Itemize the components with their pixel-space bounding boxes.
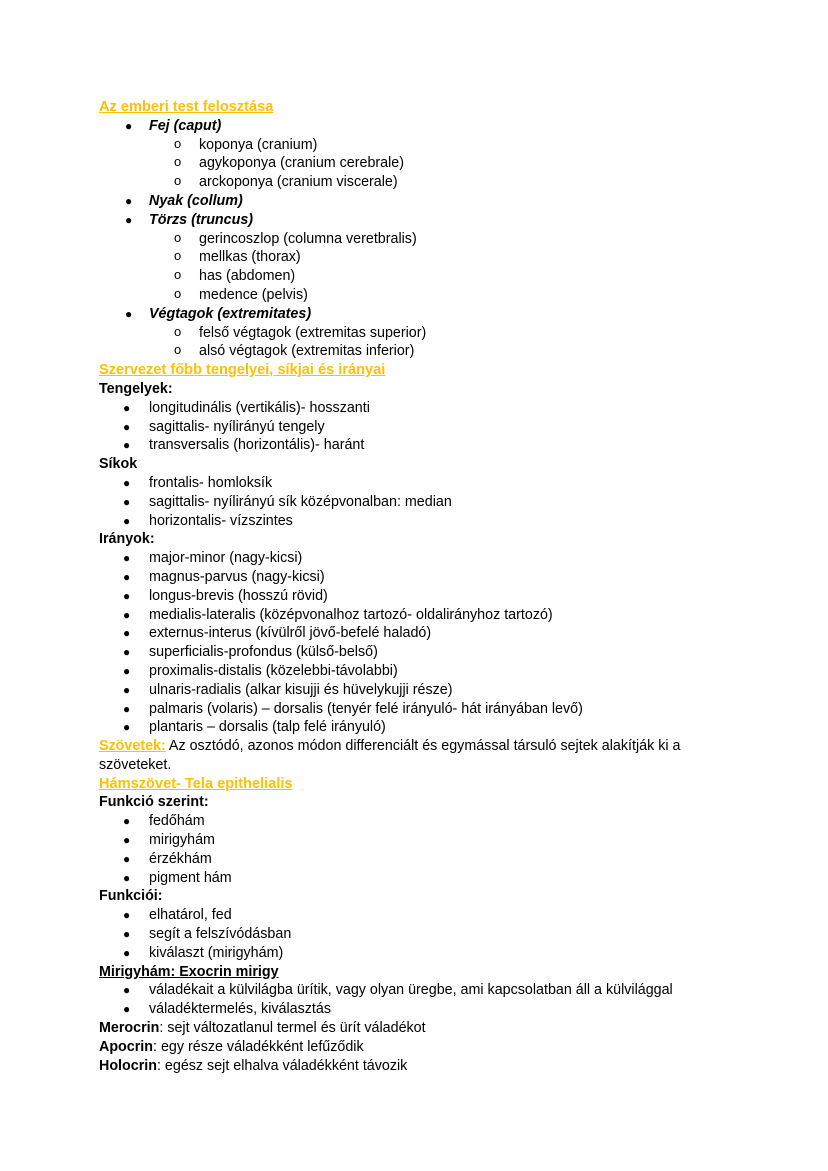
list-item: o arckoponya (cranium viscerale): [174, 173, 398, 191]
list-item: o alsó végtagok (extremitas inferior): [174, 342, 415, 360]
list-item: ● Végtagok (extremitates): [125, 305, 312, 322]
bullet-disc-icon: ●: [123, 400, 131, 415]
bullet-disc-icon: ●: [123, 645, 131, 660]
list-item: ● major-minor (nagy-kicsi): [123, 550, 303, 567]
list-item: ● proximalis-distalis (közelebbi-távolabbi): [123, 662, 398, 679]
bullet-disc-icon: ●: [123, 626, 131, 641]
tissues-paragraph-line1: Szövetek: Az osztódó, azonos módon differenciált és egymással társuló sejtek alakítják ki a: [99, 738, 681, 755]
list-item: o koponya (cranium): [174, 135, 318, 153]
list-item: ● váladékait a külvilágba ürítik, vagy olyan üregbe, ami kapcsolatban áll a külvilággal: [123, 982, 673, 999]
bullet-disc-icon: ●: [123, 438, 131, 453]
bullet-disc-icon: ●: [123, 663, 131, 678]
apocrin-line: Apocrin: egy része váladékként lefűződik: [99, 1038, 364, 1055]
subheading-functions: Funkciói:: [99, 888, 163, 905]
tissues-label: Szövetek:: [99, 738, 166, 755]
bullet-circle-icon: o: [174, 154, 182, 170]
list-item: ● magnus-parvus (nagy-kicsi): [123, 568, 325, 585]
list-item: ● externus-interus (kívülről jövő-befelé haladó): [123, 625, 432, 642]
bullet-disc-icon: ●: [125, 212, 133, 227]
list-item: o has (abdomen): [174, 267, 296, 285]
bullet-disc-icon: ●: [125, 306, 133, 321]
section-title-body-division: Az emberi test felosztása: [99, 99, 274, 115]
list-item: ● sagittalis- nyílirányú sík középvonalban: median: [123, 493, 452, 510]
list-item: o felső végtagok (extremitas superior): [174, 323, 427, 341]
list-item: ● fedőhám: [123, 813, 205, 830]
list-item: ● plantaris – dorsalis (talp felé irányuló): [123, 719, 386, 736]
bullet-circle-icon: o: [174, 173, 182, 189]
list-item: ● frontalis- homloksík: [123, 474, 273, 491]
list-item: ● medialis-lateralis (középvonalhoz tartozó- oldalirányhoz tartozó): [123, 606, 553, 623]
bullet-disc-icon: ●: [123, 551, 131, 566]
list-item: o mellkas (thorax): [174, 248, 301, 266]
bullet-circle-icon: o: [174, 342, 182, 358]
bullet-disc-icon: ●: [123, 851, 131, 866]
bullet-disc-icon: ●: [123, 908, 131, 923]
bullet-disc-icon: ●: [123, 720, 131, 735]
list-item: o medence (pelvis): [174, 285, 308, 303]
bullet-disc-icon: ●: [123, 607, 131, 622]
merocrin-line: Merocrin: sejt változatlanul termel és ürít váladékot: [99, 1020, 426, 1037]
list-item: ● Fej (caput): [125, 117, 222, 134]
bullet-circle-icon: o: [174, 285, 182, 301]
bullet-disc-icon: ●: [123, 701, 131, 716]
list-item: ● érzékhám: [123, 850, 212, 867]
list-item: ● transversalis (horizontális)- haránt: [123, 437, 365, 454]
bullet-disc-icon: ●: [123, 1002, 131, 1017]
bullet-disc-icon: ●: [123, 588, 131, 603]
bullet-disc-icon: ●: [123, 814, 131, 829]
bullet-circle-icon: o: [174, 267, 182, 283]
list-item: o gerincoszlop (columna veretbralis): [174, 229, 417, 247]
bullet-disc-icon: ●: [123, 419, 131, 434]
bullet-disc-icon: ●: [123, 945, 131, 960]
list-item: ● kiválaszt (mirigyhám): [123, 944, 284, 961]
bullet-disc-icon: ●: [123, 983, 131, 998]
bullet-disc-icon: ●: [123, 927, 131, 942]
bullet-disc-icon: ●: [123, 682, 131, 697]
list-item: ● segít a felszívódásban: [123, 926, 292, 943]
list-item: ● mirigyhám: [123, 832, 215, 849]
list-item: ● ulnaris-radialis (alkar kisujji és hüvelykujji része): [123, 681, 453, 698]
subheading-axes: Tengelyek:: [99, 380, 173, 397]
list-item: ● horizontalis- vízszintes: [123, 512, 293, 529]
bullet-disc-icon: ●: [125, 193, 133, 208]
bullet-disc-icon: ●: [123, 870, 131, 885]
bullet-disc-icon: ●: [125, 118, 133, 133]
bullet-disc-icon: ●: [123, 475, 131, 490]
subheading-exocrine-gland: Mirigyhám: Exocrin mirigy: [99, 963, 279, 980]
list-item: o agykoponya (cranium cerebrale): [174, 154, 405, 172]
list-item: ● superficialis-profondus (külső-belső): [123, 644, 378, 661]
list-item: ● elhatárol, fed: [123, 907, 232, 924]
subheading-directions: Irányok:: [99, 531, 155, 548]
bullet-disc-icon: ●: [123, 513, 131, 528]
list-item: ● sagittalis- nyílirányú tengely: [123, 418, 325, 435]
subheading-planes: Síkok: [99, 456, 138, 473]
tissues-paragraph-line2: szöveteket.: [99, 756, 172, 773]
list-item: ● longus-brevis (hosszú rövid): [123, 587, 328, 604]
bullet-disc-icon: ●: [123, 569, 131, 584]
bullet-circle-icon: o: [174, 323, 182, 339]
list-item: ● pigment hám: [123, 869, 232, 886]
bullet-disc-icon: ●: [123, 494, 131, 509]
section-title-axes-planes: Szervezet főbb tengelyei, síkjai és irányai: [99, 362, 386, 379]
document-page: [99, 98, 799, 1075]
bullet-circle-icon: o: [174, 229, 182, 245]
list-item: ● váladéktermelés, kiválasztás: [123, 1001, 331, 1018]
bullet-disc-icon: ●: [123, 833, 131, 848]
bullet-circle-icon: o: [174, 135, 182, 151]
section-title-epithelial: Hámszövet- Tela epithelialis: [99, 775, 293, 792]
list-item: ● Nyak (collum): [125, 192, 243, 209]
subheading-by-function: Funkció szerint:: [99, 794, 209, 811]
bullet-circle-icon: o: [174, 248, 182, 264]
list-item: ● palmaris (volaris) – dorsalis (tenyér felé irányuló- hát irányában levő): [123, 700, 583, 717]
list-item: ● longitudinális (vertikális)- hosszanti: [123, 399, 370, 416]
holocrin-line: Holocrin: egész sejt elhalva váladékként távozik: [99, 1057, 408, 1074]
list-item: ● Törzs (truncus): [125, 211, 254, 228]
